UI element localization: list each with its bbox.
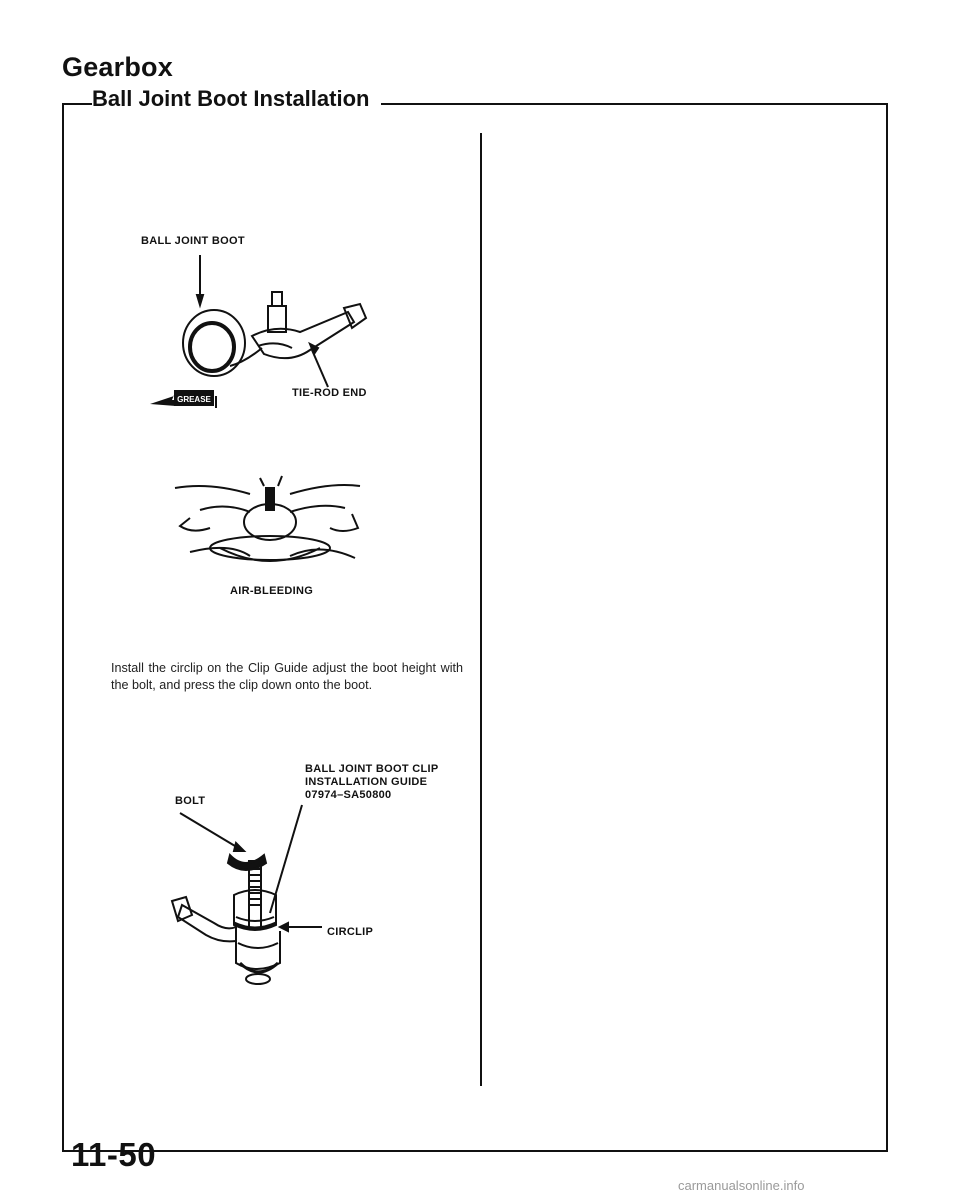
clip-installation-figure [170, 805, 370, 990]
air-bleeding-figure [170, 470, 370, 585]
page-number: 11-50 [71, 1136, 157, 1173]
instruction-text: Install the circlip on the Clip Guide adjust the boot height with the bolt, and press the clip down onto the boot. [111, 661, 463, 692]
bolt-label: BOLT [175, 795, 206, 807]
clip-tool-label-line2: INSTALLATION GUIDE [305, 776, 428, 788]
grease-gun-icon [150, 390, 216, 408]
circlip-label: CIRCLIP [327, 926, 374, 938]
grease-label: GREASE [177, 395, 211, 404]
tie-rod-end-label: TIE-ROD END [292, 387, 367, 399]
section-title: Ball Joint Boot Installation [92, 86, 381, 112]
ball-joint-boot-label: BALL JOINT BOOT [141, 235, 245, 247]
air-bleeding-caption: AIR-BLEEDING [230, 585, 314, 597]
clip-tool-part-number: 07974–SA50800 [305, 789, 392, 801]
column-divider [480, 133, 482, 1086]
watermark: carmanualsonline.info [678, 1178, 805, 1193]
clip-tool-label-line1: BALL JOINT BOOT CLIP [305, 763, 439, 775]
page-title: Gearbox [62, 52, 173, 82]
